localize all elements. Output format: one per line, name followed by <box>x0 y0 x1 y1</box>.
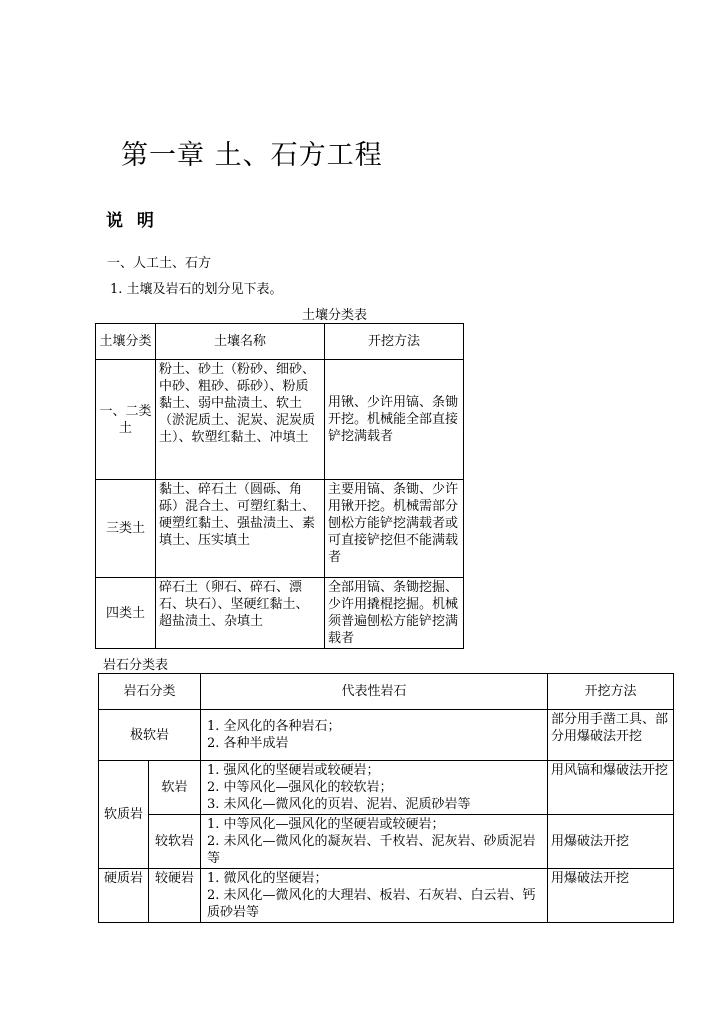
soil-names: 碎石土（卵石、碎石、漂石、块石）、坚硬红黏土、超盐渍土、杂填土 <box>156 578 325 649</box>
rock-item: 2. 未风化—微风化的凝灰岩、千枚岩、泥灰岩、砂质泥岩等 <box>207 834 536 866</box>
representative-rocks <box>201 869 548 923</box>
excavation-method: 用爆破法开挖 <box>548 815 674 869</box>
excavation-method: 部分用手凿工具、部分用爆破法开挖 <box>548 710 674 761</box>
rock-item: 1. 全风化的各种岩石； <box>207 719 341 734</box>
section-heading: 说 明 <box>106 211 158 231</box>
table-row <box>99 869 674 923</box>
excavation-method: 全部用镐、条锄挖掘、少许用撬棍挖掘。机械须普遍刨松方能铲挖满载者 <box>325 578 464 649</box>
soil-category: 三类土 <box>96 480 156 578</box>
rock-subcategory-relatively-hard: 较硬岩 <box>149 869 201 923</box>
soil-category: 一、二类土 <box>96 360 156 480</box>
rock-subcategory-relatively-soft: 较软岩 <box>149 815 201 869</box>
rock-subcategory-soft: 软岩 <box>149 761 201 815</box>
rock-category-hard: 硬质岩 <box>99 869 149 923</box>
rock-item: 2. 中等风化—强风化的较软岩； <box>207 780 393 795</box>
excavation-method: 用锹、少许用镐、条锄开挖。机械能全部直接铲挖满载者 <box>325 360 464 480</box>
header-excavation-method: 开挖方法 <box>325 324 464 360</box>
excavation-method: 主要用镐、条锄、少许用锹开挖。机械需部分刨松方能铲挖满载者或可直接铲挖但不能满载者 <box>325 480 464 578</box>
rock-item: 3. 未风化—微风化的页岩、泥岩、泥质砂岩等 <box>207 797 471 812</box>
soil-category: 四类土 <box>96 578 156 649</box>
representative-rocks <box>201 710 548 761</box>
soil-classification-table <box>95 323 464 649</box>
rock-item: 1. 中等风化—强风化的坚硬岩或较硬岩； <box>207 817 445 832</box>
paragraph-classification-note: 1. 土壤及岩石的划分见下表。 <box>110 282 283 297</box>
header-excavation-method: 开挖方法 <box>548 674 674 710</box>
soil-table-caption: 土壤分类表 <box>302 308 368 323</box>
paragraph-manual-earthwork: 一、人工土、石方 <box>107 256 212 271</box>
rock-item: 1. 微风化的坚硬岩； <box>207 871 328 886</box>
rock-table-caption: 岩石分类表 <box>103 658 169 673</box>
rock-item: 2. 未风化—微风化的大理岩、板岩、石灰岩、白云岩、钙质砂岩等 <box>207 888 536 920</box>
table-header-row <box>96 324 464 360</box>
representative-rocks <box>201 761 548 815</box>
table-row <box>96 480 464 578</box>
representative-rocks <box>201 815 548 869</box>
table-row <box>99 815 674 869</box>
header-rock-category: 岩石分类 <box>99 674 201 710</box>
header-soil-category: 土壤分类 <box>96 324 156 360</box>
header-representative-rocks: 代表性岩石 <box>201 674 548 710</box>
table-row <box>99 710 674 761</box>
excavation-method: 用风镐和爆破法开挖 <box>548 761 674 815</box>
rock-category-extremely-soft: 极软岩 <box>99 710 201 761</box>
chapter-title: 第一章 土、石方工程 <box>121 140 383 171</box>
excavation-method: 用爆破法开挖 <box>548 869 674 923</box>
rock-item: 2. 各种半成岩 <box>207 736 289 751</box>
table-header-row <box>99 674 674 710</box>
table-row <box>99 761 674 815</box>
soil-names: 黏土、碎石土（圆砾、角砾）混合土、可塑红黏土、硬塑红黏土、强盐渍土、素填土、压实填土 <box>156 480 325 578</box>
rock-category-soft: 软质岩 <box>99 761 149 869</box>
table-row <box>96 360 464 480</box>
table-row <box>96 578 464 649</box>
rock-classification-table <box>98 673 674 923</box>
header-soil-name: 土壤名称 <box>156 324 325 360</box>
soil-names: 粉土、砂土（粉砂、细砂、中砂、粗砂、砾砂）、粉质黏土、弱中盐渍土、软土（淤泥质土、泥炭、泥炭质土）、软塑红黏土、冲填土 <box>156 360 325 480</box>
rock-item: 1. 强风化的坚硬岩或较硬岩； <box>207 763 380 778</box>
